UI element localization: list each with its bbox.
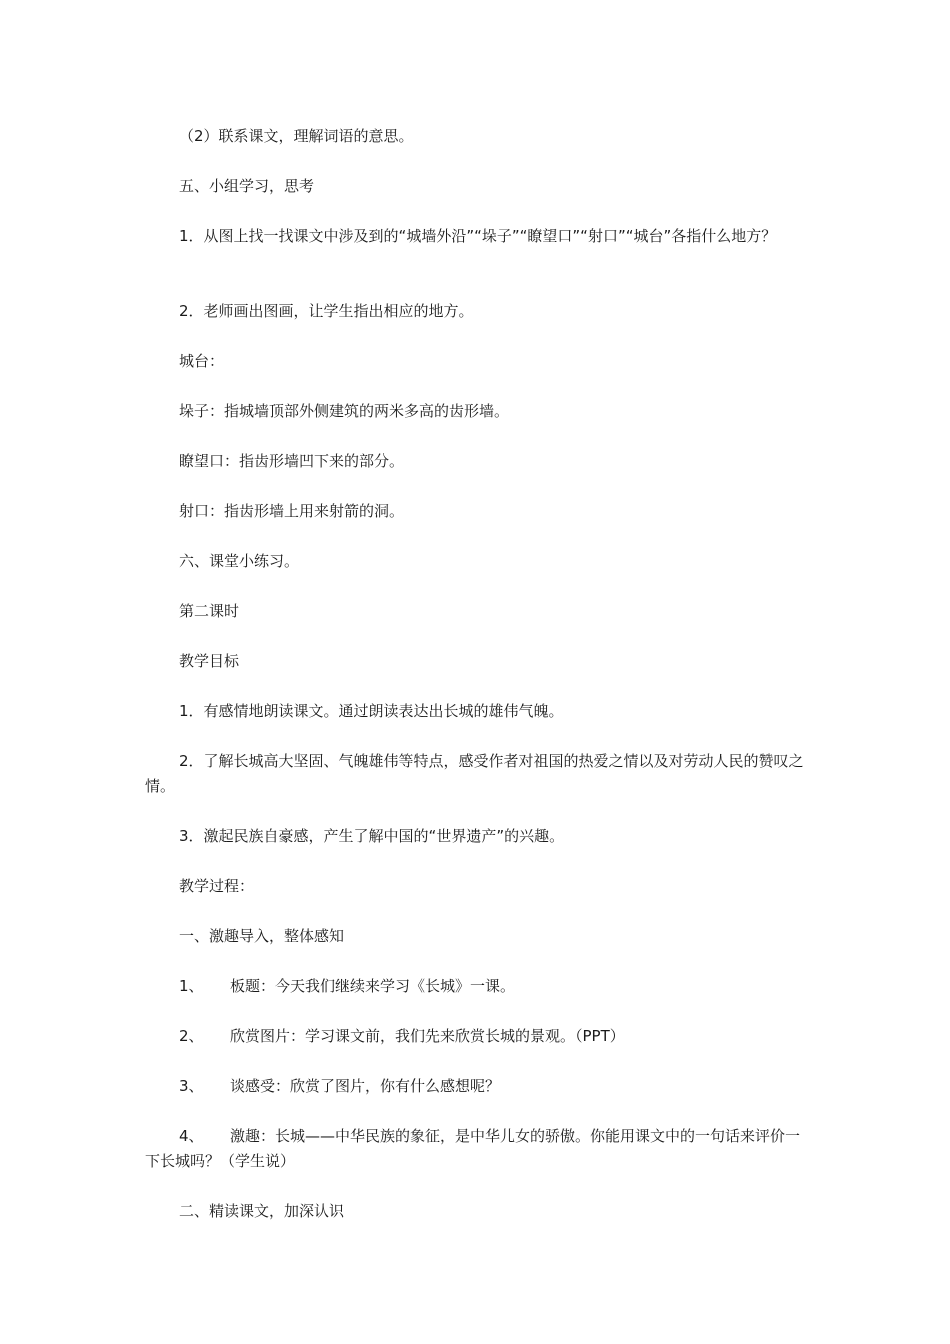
heading-class-exercise: 六、课堂小练习。	[179, 552, 300, 570]
list-item-text: 欣赏图片：学习课文前，我们先来欣赏长城的景观。（PPT）	[230, 1027, 625, 1045]
paragraph-understand-words: （2）联系课文，理解词语的意思。	[179, 127, 414, 145]
list-item	[145, 1024, 807, 1049]
paragraph-goal-3: 3．激起民族自豪感，产生了解中国的“世界遗产”的兴趣。	[179, 827, 565, 845]
heading-close-reading: 二、精读课文，加深认识	[179, 1202, 345, 1220]
list-item-text: 激趣：长城——中华民族的象征，是中华儿女的骄傲。你能用课文中的一句话来评价一下长城吗？（学生说）	[145, 1127, 801, 1170]
paragraph-goal-1: 1．有感情地朗读课文。通过朗读表达出长城的雄伟气魄。	[179, 702, 564, 720]
paragraph-goal-2: 2．了解长城高大坚固、气魄雄伟等特点，感受作者对祖国的热爱之情以及对劳动人民的赞叹之情。	[145, 752, 804, 795]
list-item-text: 板题：今天我们继续来学习《长城》一课。	[230, 977, 516, 995]
list-item-number: 3、	[179, 1077, 204, 1095]
paragraph-liaowangkou: 瞭望口：指齿形墙凹下来的部分。	[179, 452, 405, 470]
list-item	[145, 1124, 807, 1174]
heading-second-lesson: 第二课时	[179, 602, 240, 620]
list-item-number: 2、	[179, 1027, 204, 1045]
paragraph-chengtai: 城台：	[179, 352, 225, 370]
heading-introduction: 一、激趣导入，整体感知	[179, 927, 345, 945]
list-item	[145, 1074, 807, 1099]
list-item-number: 1、	[179, 977, 204, 995]
paragraph-find-on-picture: 1．从图上找一找课文中涉及到的“城墙外沿”“垛子”“瞭望口”“射口”“城台”各指什么地方？	[179, 227, 777, 245]
paragraph-teacher-draws: 2．老师画出图画，让学生指出相应的地方。	[179, 302, 474, 320]
heading-group-study: 五、小组学习，思考	[179, 177, 315, 195]
paragraph-duozi: 垛子：指城墙顶部外侧建筑的两米多高的齿形墙。	[179, 402, 510, 420]
list-item-text: 谈感受：欣赏了图片，你有什么感想呢？	[230, 1077, 501, 1095]
heading-teaching-goals: 教学目标	[179, 652, 240, 670]
paragraph-shekou: 射口：指齿形墙上用来射箭的洞。	[179, 502, 405, 520]
list-item	[145, 974, 807, 999]
heading-teaching-process: 教学过程：	[179, 877, 255, 895]
list-item-number: 4、	[179, 1127, 204, 1145]
